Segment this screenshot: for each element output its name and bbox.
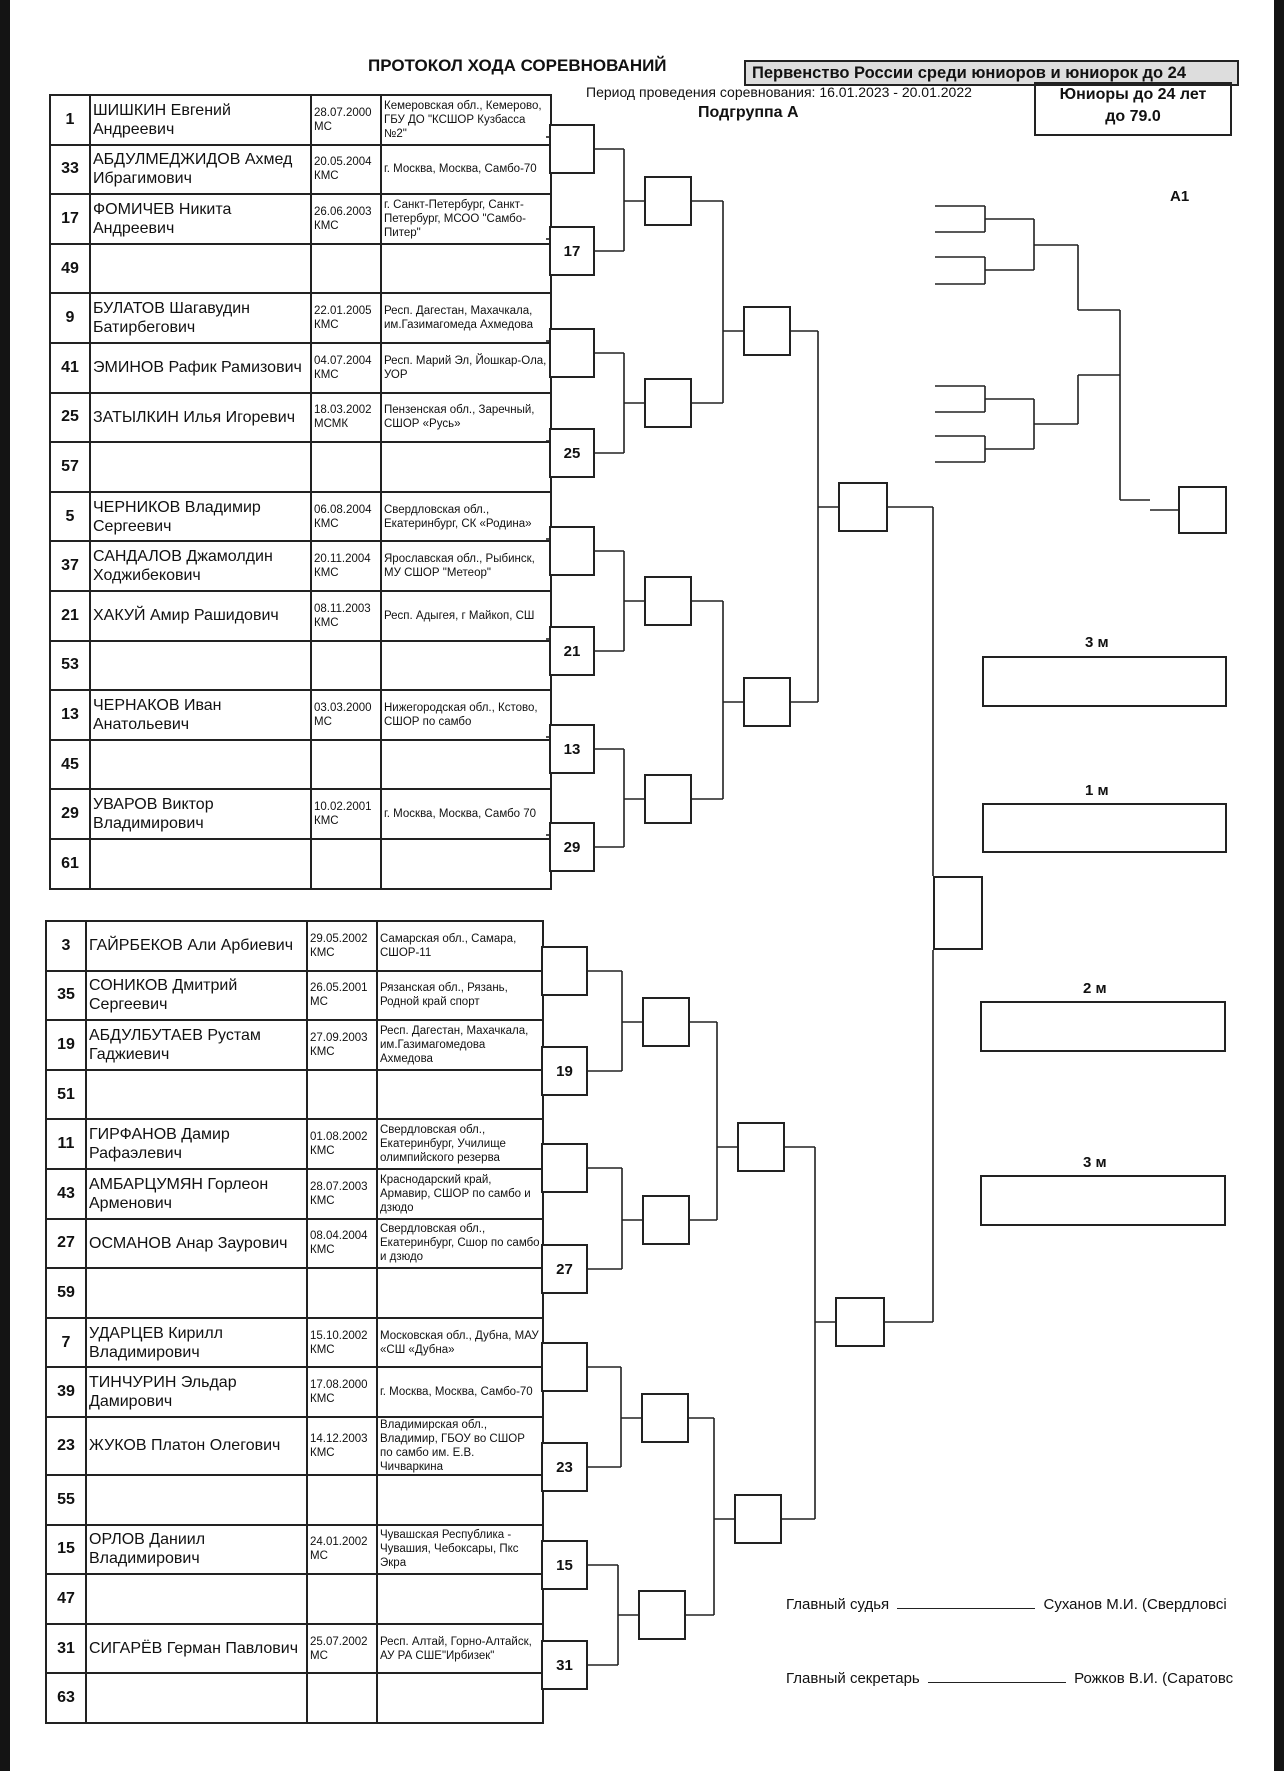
participant-team: Московская обл., Дубна, МАУ «СШ «Дубна» [377,1318,543,1368]
participant-team: г. Москва, Москва, Самбо-70 [381,145,551,195]
pool-final-box[interactable] [1178,486,1227,534]
participant-dob: 08.11.2003 [314,602,371,615]
participant-dob: 26.05.2001 [310,982,368,995]
participant-rank: КМС [310,1343,335,1356]
participant-name: ФОМИЧЕВ Никита Андреевич [90,194,311,244]
participant-number: 29 [50,789,90,839]
participant-team: Краснодарский край, Армавир, СШОР по самбо и дзюдо [377,1169,543,1219]
participant-name: УДАРЦЕВ Кирилл Владимирович [86,1318,307,1368]
participant-number: 37 [50,541,90,591]
participant-rank: КМС [310,1244,335,1257]
participant-team: Респ. Алтай, Горно-Алтайск, АУ РА СШЕ"Ирбизек" [377,1624,543,1674]
participant-team: Свердловская обл., Екатеринбург, Сшор по самбо и дзюдо [377,1219,543,1269]
participant-team: Свердловская обл., Екатеринбург, Училище олимпийского резерва [377,1119,543,1169]
participant-number: 51 [46,1070,86,1120]
participant-rank: КМС [310,1145,335,1158]
participant-name: БУЛАТОВ Шагавудин Батирбегович [90,293,311,343]
bracket-match-box[interactable] [644,576,692,626]
chief-judge-label: Главный судья [786,1596,890,1613]
bracket-match-box[interactable] [549,328,595,378]
participant-name: ГАЙРБЕКОВ Али Арбиевич [86,921,307,971]
chief-judge-line [786,1596,1227,1613]
bracket-match-box[interactable] [541,1342,588,1392]
participant-number: 19 [46,1020,86,1070]
participant-dob: 25.07.2002 [310,1635,368,1648]
bracket-match-box[interactable] [642,1195,690,1245]
participant-name: АБДУЛМЕДЖИДОВ Ахмед Ибрагимович [90,145,311,195]
bye-seed-box[interactable]: 15 [541,1540,588,1590]
pool-label: А1 [1170,188,1190,205]
participant-number: 23 [46,1417,86,1475]
participant-team: Владимирская обл., Владимир, ГБОУ во СШОР по самбо им. Е.В. Чичваркина [377,1417,543,1475]
participant-name: СОНИКОВ Дмитрий Сергеевич [86,971,307,1021]
participant-rank: КМС [310,1194,335,1207]
participant-dob: 20.11.2004 [314,553,371,566]
participant-number: 15 [46,1525,86,1575]
participant-name: ГИРФАНОВ Дамир Рафаэлевич [86,1119,307,1169]
participant-number: 59 [46,1268,86,1318]
bracket-match-box[interactable] [549,124,595,174]
participant-number: 25 [50,393,90,443]
participant-dob: 22.01.2005 [314,305,372,318]
bye-seed-box[interactable]: 25 [549,428,595,478]
participant-team: Респ. Дагестан, Махачкала, им.Газимагомедова Ахмедова [377,1020,543,1070]
participant-rank: КМС [314,815,339,828]
participant-team: г. Москва, Москва, Самбо 70 [381,789,551,839]
chief-judge-name: Суханов М.И. (Свердловсі [1043,1596,1227,1613]
participant-number: 3 [46,921,86,971]
bracket-match-box[interactable] [644,176,692,226]
participant-number: 61 [50,839,90,889]
participant-name: АМБАРЦУМЯН Горлеон Арменович [86,1169,307,1219]
participant-rank: КМС [310,1446,335,1459]
bye-seed-box[interactable]: 31 [541,1640,588,1690]
place-label-2m: 2 м [1083,980,1107,997]
place-box-1m[interactable] [982,803,1227,853]
participant-dob: 08.04.2004 [310,1230,368,1243]
bracket-match-box[interactable] [541,946,588,996]
bye-seed-box[interactable]: 19 [541,1046,588,1096]
participant-dob: 15.10.2002 [310,1329,368,1342]
participant-rank: МС [310,1649,328,1662]
participant-dob: 17.08.2000 [310,1379,368,1392]
participant-team: Рязанская обл., Рязань, Родной край спорт [377,971,543,1021]
participant-rank: МСМК [314,418,349,431]
participant-dob: 28.07.2003 [310,1180,368,1193]
participant-name: ХАКУЙ Амир Рашидович [90,591,311,641]
participant-team: Самарская обл., Самара, СШОР-11 [377,921,543,971]
place-label-1m: 1 м [1085,782,1109,799]
participant-team: Пензенская обл., Заречный, СШОР «Русь» [381,393,551,443]
bye-seed-box[interactable]: 21 [549,626,595,676]
participant-rank: МС [314,120,332,133]
participant-number: 1 [50,95,90,145]
bracket-match-box[interactable] [734,1494,782,1544]
bracket-match-box[interactable] [835,1297,885,1347]
participant-rank: КМС [314,219,339,232]
participant-name: УВАРОВ Виктор Владимирович [90,789,311,839]
bracket-match-box[interactable] [541,1143,588,1193]
participant-name: ШИШКИН Евгений Андреевич [90,95,311,145]
participant-dob: 01.08.2002 [310,1131,368,1144]
participant-number: 47 [46,1574,86,1624]
participant-dob: 03.03.2000 [314,701,372,714]
participant-name: ТИНЧУРИН Эльдар Дамирович [86,1367,307,1417]
participant-rank: КМС [314,319,339,332]
participant-team: Респ. Адыгея, г Майкоп, СШ [381,591,551,641]
participant-number: 5 [50,492,90,542]
chief-secretary-signature-line [928,1682,1066,1683]
participant-number: 43 [46,1169,86,1219]
bracket-match-box[interactable] [838,482,888,532]
participant-team: Чувашская Республика - Чувашия, Чебоксары, Пкс Экра [377,1525,543,1575]
participant-number: 11 [46,1119,86,1169]
participant-name: ЧЕРНАКОВ Иван Анатольевич [90,690,311,740]
participant-number: 9 [50,293,90,343]
participant-dob: 29.05.2002 [310,932,368,945]
bracket-match-box[interactable] [549,526,595,576]
participant-dob: 14.12.2003 [310,1432,368,1445]
document-title: ПРОТОКОЛ ХОДА СОРЕВНОВАНИЙ [368,56,667,75]
bye-seed-box[interactable]: 29 [549,822,595,872]
place-box-3m-b[interactable] [980,1175,1226,1226]
participant-number: 31 [46,1624,86,1674]
bracket-match-box[interactable] [642,997,690,1047]
participant-number: 45 [50,740,90,790]
subgroup-label: Подгруппа А [698,104,799,121]
participant-name: САНДАЛОВ Джамолдин Ходжибекович [90,541,311,591]
participant-rank: КМС [310,1393,335,1406]
participant-dob: 24.01.2002 [310,1536,368,1549]
bracket-match-box[interactable] [644,774,692,824]
participant-number: 27 [46,1219,86,1269]
place-box-3m-a[interactable] [982,656,1227,707]
participant-dob: 04.07.2004 [314,354,372,367]
competition-period: Период проведения соревнования: 16.01.2023 - 20.01.2022 [586,84,972,100]
place-label-3m-b: 3 м [1083,1154,1107,1171]
bracket-match-box[interactable] [743,306,791,356]
participant-number: 13 [50,690,90,740]
participant-dob: 27.09.2003 [310,1031,368,1044]
championship-banner: Первенство России среди юниоров и юниорок до 24 [744,60,1239,86]
place-label-3m-a: 3 м [1085,634,1109,651]
chief-secretary-label: Главный секретарь [786,1670,920,1687]
participant-rank: КМС [314,567,339,580]
participant-dob: 28.07.2000 [314,106,372,119]
participant-name: ЖУКОВ Платон Олегович [86,1417,307,1475]
participant-dob: 26.06.2003 [314,205,372,218]
participant-rank: МС [310,1550,328,1563]
participant-number: 55 [46,1475,86,1525]
participant-team: г. Москва, Москва, Самбо-70 [377,1367,543,1417]
participant-team: Кемеровская обл., Кемерово, ГБУ ДО "КСШОР Кузбасса №2" [381,95,551,145]
participant-team: Ярославская обл., Рыбинск, МУ СШОР "Метеор" [381,541,551,591]
bye-seed-box[interactable]: 13 [549,724,595,774]
participant-number: 53 [50,641,90,691]
participant-name: ЧЕРНИКОВ Владимир Сергеевич [90,492,311,542]
participant-rank: МС [310,996,328,1009]
participant-team: г. Санкт-Петербург, Санкт-Петербург, МСОО "Самбо-Питер" [381,194,551,244]
participant-name: ОРЛОВ Даниил Владимирович [86,1525,307,1575]
participant-dob: 18.03.2002 [314,404,372,417]
participant-number: 57 [50,442,90,492]
participant-name: ЗАТЫЛКИН Илья Игоревич [90,393,311,443]
final-match-box[interactable] [933,876,983,950]
participant-team: Нижегородская обл., Кстово, СШОР по самбо [381,690,551,740]
participant-rank: КМС [314,368,339,381]
chief-secretary-line [786,1670,1233,1687]
participant-rank: КМС [314,517,339,530]
participant-rank: КМС [314,170,339,183]
bracket-match-box[interactable] [638,1590,686,1640]
place-box-2m[interactable] [980,1001,1226,1052]
weight-category: до 79.0 [1105,108,1161,125]
bye-seed-box[interactable]: 17 [549,226,595,276]
participant-name: СИГАРЁВ Герман Павлович [86,1624,307,1674]
participant-name: АБДУЛБУТАЕВ Рустам Гаджиевич [86,1020,307,1070]
participant-rank: КМС [314,616,339,629]
bracket-match-box[interactable] [743,677,791,727]
participant-name: ЭМИНОВ Рафик Рамизович [90,343,311,393]
participant-dob: 06.08.2004 [314,503,372,516]
participant-team: Респ. Дагестан, Махачкала, им.Газимагомеда Ахмедова [381,293,551,343]
participant-number: 33 [50,145,90,195]
participant-rank: КМС [310,1045,335,1058]
participant-name: ОСМАНОВ Анар Заурович [86,1219,307,1269]
bye-seed-box[interactable]: 23 [541,1442,588,1492]
participant-number: 63 [46,1673,86,1723]
participant-dob: 20.05.2004 [314,156,372,169]
chief-secretary-name: Рожков В.И. (Саратовс [1074,1670,1234,1687]
participant-number: 49 [50,244,90,294]
participant-number: 7 [46,1318,86,1368]
bye-seed-box[interactable]: 27 [541,1244,588,1294]
participant-team: Респ. Марий Эл, Йошкар-Ола, УОР [381,343,551,393]
participant-rank: КМС [310,946,335,959]
participant-number: 35 [46,971,86,1021]
bracket-match-box[interactable] [641,1393,689,1443]
age-category: Юниоры до 24 лет [1059,86,1207,103]
participant-number: 39 [46,1367,86,1417]
participant-number: 21 [50,591,90,641]
bracket-match-box[interactable] [737,1122,785,1172]
participant-number: 17 [50,194,90,244]
bracket-match-box[interactable] [644,378,692,428]
participant-rank: МС [314,715,332,728]
participant-number: 41 [50,343,90,393]
participant-team: Свердловская обл., Екатеринбург, СК «Родина» [381,492,551,542]
chief-judge-signature-line [897,1608,1035,1609]
participant-dob: 10.02.2001 [314,801,372,814]
